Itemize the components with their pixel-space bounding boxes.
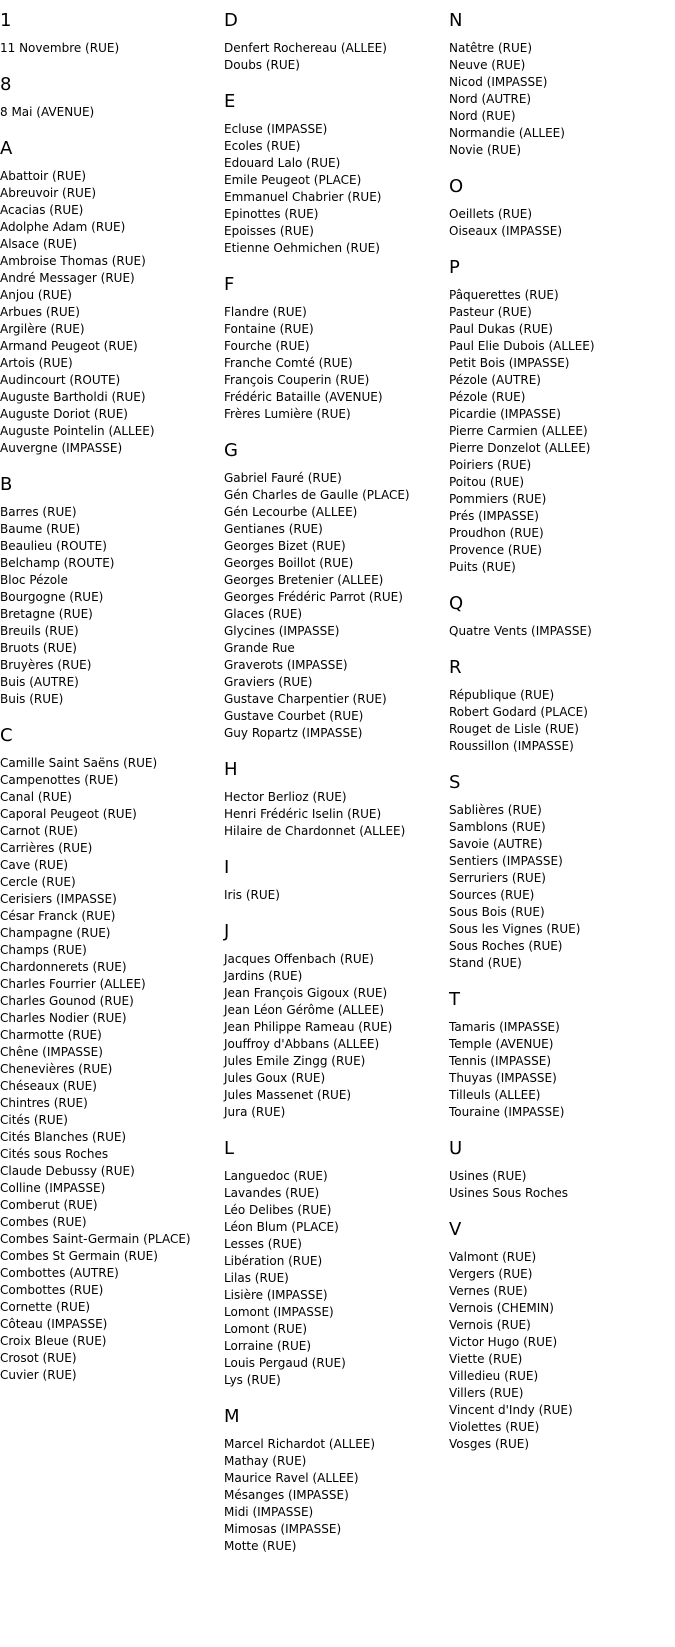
street-name: Chenevières (RUE) [0, 1062, 113, 1076]
street-name: Vernois (RUE) [449, 1318, 531, 1332]
letter-heading: N [449, 10, 463, 31]
street-name: Lesses (RUE) [224, 1237, 302, 1251]
street-name: Bourgogne (RUE) [0, 590, 104, 604]
street-name: Abreuvoir (RUE) [0, 186, 97, 200]
street-name: Etienne Oehmichen (RUE) [224, 241, 380, 255]
street-name: Jules Massenet (RUE) [224, 1088, 352, 1102]
street-name: Marcel Richardot (ALLEE) [224, 1437, 376, 1451]
street-name: Sources (RUE) [449, 888, 535, 902]
street-name: Charles Gounod (RUE) [0, 994, 134, 1008]
letter-group [449, 657, 669, 755]
street-list [0, 504, 220, 708]
letter-group [449, 593, 669, 640]
street-name: Buis (RUE) [0, 692, 64, 706]
street-name: Jean Léon Gérôme (ALLEE) [224, 1003, 385, 1017]
street-name: Bruyères (RUE) [0, 658, 92, 672]
street-name: Graverots (IMPASSE) [224, 658, 348, 672]
street-name: Frédéric Bataille (AVENUE) [224, 390, 383, 404]
index-column-3 [449, 10, 669, 1470]
street-name: Léon Blum (PLACE) [224, 1220, 339, 1234]
street-name: César Franck (RUE) [0, 909, 116, 923]
street-name: Georges Bretenier (ALLEE) [224, 573, 384, 587]
street-name: Pézole (RUE) [449, 390, 526, 404]
letter-heading: H [224, 759, 238, 780]
street-name: Flandre (RUE) [224, 305, 307, 319]
letter-group [224, 857, 444, 904]
street-name: Edouard Lalo (RUE) [224, 156, 341, 170]
street-name: Auguste Bartholdi (RUE) [0, 390, 146, 404]
street-name: Poiriers (RUE) [449, 458, 532, 472]
street-name: Croix Bleue (RUE) [0, 1334, 107, 1348]
street-name: Roussillon (IMPASSE) [449, 739, 574, 753]
street-name: Combes St Germain (RUE) [0, 1249, 158, 1263]
street-list [0, 104, 220, 121]
letter-group [224, 274, 444, 423]
street-name: Lavandes (RUE) [224, 1186, 320, 1200]
street-name: 8 Mai (AVENUE) [0, 105, 95, 119]
street-name: 11 Novembre (RUE) [0, 41, 120, 55]
street-name: Oiseaux (IMPASSE) [449, 224, 563, 238]
street-name: Jules Emile Zingg (RUE) [224, 1054, 366, 1068]
street-list [224, 789, 444, 840]
street-name: Serruriers (RUE) [449, 871, 546, 885]
index-column-2 [224, 10, 444, 1572]
street-name: Glycines (IMPASSE) [224, 624, 340, 638]
street-name: Vosges (RUE) [449, 1437, 530, 1451]
street-name: Fourche (RUE) [224, 339, 310, 353]
street-list [449, 206, 669, 240]
street-name: Canal (RUE) [0, 790, 72, 804]
street-list [449, 1249, 669, 1453]
street-list [224, 470, 444, 742]
street-name: Mathay (RUE) [224, 1454, 307, 1468]
street-list [0, 40, 220, 57]
street-name: Charles Fourrier (ALLEE) [0, 977, 146, 991]
street-name: Fontaine (RUE) [224, 322, 314, 336]
street-name: Prés (IMPASSE) [449, 509, 539, 523]
street-name: Louis Pergaud (RUE) [224, 1356, 346, 1370]
letter-group [224, 1138, 444, 1389]
street-name: Vernois (CHEMIN) [449, 1301, 554, 1315]
street-name: François Couperin (RUE) [224, 373, 370, 387]
street-name: Usines Sous Roches [449, 1186, 569, 1200]
letter-group [0, 10, 220, 57]
street-name: Jean Philippe Rameau (RUE) [224, 1020, 393, 1034]
street-list [224, 1436, 444, 1555]
street-name: Chintres (RUE) [0, 1096, 88, 1110]
letter-heading: E [224, 91, 236, 112]
street-name: Vergers (RUE) [449, 1267, 533, 1281]
street-name: Frères Lumière (RUE) [224, 407, 351, 421]
street-name: Gabriel Fauré (RUE) [224, 471, 342, 485]
letter-heading: L [224, 1138, 235, 1159]
street-name: Comberut (RUE) [0, 1198, 98, 1212]
street-name: Emmanuel Chabrier (RUE) [224, 190, 382, 204]
letter-group [224, 921, 444, 1121]
street-name: Languedoc (RUE) [224, 1169, 328, 1183]
street-name: Jean François Gigoux (RUE) [224, 986, 388, 1000]
street-name: Georges Frédéric Parrot (RUE) [224, 590, 403, 604]
street-name: Belchamp (ROUTE) [0, 556, 115, 570]
letter-group [0, 725, 220, 1384]
street-name: Baume (RUE) [0, 522, 81, 536]
street-name: Samblons (RUE) [449, 820, 546, 834]
street-name: Pasteur (RUE) [449, 305, 532, 319]
street-name: Georges Bizet (RUE) [224, 539, 346, 553]
street-name: Sous Bois (RUE) [449, 905, 545, 919]
street-name: Gén Charles de Gaulle (PLACE) [224, 488, 410, 502]
street-name: Paul Dukas (RUE) [449, 322, 553, 336]
street-name: Lilas (RUE) [224, 1271, 289, 1285]
street-name: Iris (RUE) [224, 888, 280, 902]
street-name: Buis (AUTRE) [0, 675, 79, 689]
street-name: Pierre Carmien (ALLEE) [449, 424, 588, 438]
street-name: Stand (RUE) [449, 956, 522, 970]
letter-heading: I [224, 857, 230, 878]
street-list [224, 887, 444, 904]
letter-group [449, 989, 669, 1121]
street-name: Pierre Donzelot (ALLEE) [449, 441, 591, 455]
street-name: Epinottes (RUE) [224, 207, 319, 221]
letter-group [0, 138, 220, 457]
street-name: Auguste Doriot (RUE) [0, 407, 128, 421]
street-name: Combes Saint-Germain (PLACE) [0, 1232, 191, 1246]
street-name: André Messager (RUE) [0, 271, 135, 285]
street-name: Midi (IMPASSE) [224, 1505, 314, 1519]
letter-group [0, 74, 220, 121]
street-name: Caporal Peugeot (RUE) [0, 807, 137, 821]
street-name: Carnot (RUE) [0, 824, 78, 838]
letter-heading: D [224, 10, 238, 31]
street-name: Doubs (RUE) [224, 58, 300, 72]
letter-group [449, 1219, 669, 1453]
street-name: Sablières (RUE) [449, 803, 542, 817]
street-name: Alsace (RUE) [0, 237, 78, 251]
street-name: Campenottes (RUE) [0, 773, 119, 787]
letter-heading: A [0, 138, 13, 159]
street-name: Cercle (RUE) [0, 875, 76, 889]
street-name: Combottes (RUE) [0, 1283, 104, 1297]
letter-group [224, 1406, 444, 1555]
street-name: Quatre Vents (IMPASSE) [449, 624, 592, 638]
street-name: Sous Roches (RUE) [449, 939, 563, 953]
street-name: Emile Peugeot (PLACE) [224, 173, 362, 187]
street-name: Beaulieu (ROUTE) [0, 539, 107, 553]
street-name: Mésanges (IMPASSE) [224, 1488, 349, 1502]
street-name: Audincourt (ROUTE) [0, 373, 121, 387]
street-name: Anjou (RUE) [0, 288, 72, 302]
street-name: Charmotte (RUE) [0, 1028, 102, 1042]
letter-group [224, 10, 444, 74]
street-name: Nicod (IMPASSE) [449, 75, 548, 89]
street-name: Vernes (RUE) [449, 1284, 528, 1298]
letter-heading: F [224, 274, 235, 295]
street-name: Sentiers (IMPASSE) [449, 854, 563, 868]
letter-heading: V [449, 1219, 462, 1240]
street-name: Violettes (RUE) [449, 1420, 540, 1434]
street-name: Champs (RUE) [0, 943, 87, 957]
street-name: Lisière (IMPASSE) [224, 1288, 328, 1302]
street-name: Hector Berlioz (RUE) [224, 790, 347, 804]
street-list [449, 687, 669, 755]
street-list [449, 802, 669, 972]
street-name: Pommiers (RUE) [449, 492, 547, 506]
street-name: Chéseaux (RUE) [0, 1079, 97, 1093]
letter-heading: 8 [0, 74, 12, 95]
letter-group [449, 1138, 669, 1202]
street-name: Cités Blanches (RUE) [0, 1130, 127, 1144]
street-name: Gustave Charpentier (RUE) [224, 692, 387, 706]
street-name: Pézole (AUTRE) [449, 373, 541, 387]
letter-heading: O [449, 176, 464, 197]
street-name: Claude Debussy (RUE) [0, 1164, 135, 1178]
letter-heading: S [449, 772, 461, 793]
street-name: Léo Delibes (RUE) [224, 1203, 332, 1217]
letter-group [224, 440, 444, 742]
index-column-1 [0, 10, 220, 1401]
street-name: Breuils (RUE) [0, 624, 79, 638]
street-name: Maurice Ravel (ALLEE) [224, 1471, 359, 1485]
letter-group [224, 91, 444, 257]
street-name: Auvergne (IMPASSE) [0, 441, 123, 455]
street-name: Lys (RUE) [224, 1373, 281, 1387]
street-name: Argilère (RUE) [0, 322, 85, 336]
street-name: Savoie (AUTRE) [449, 837, 543, 851]
street-name: Carrières (RUE) [0, 841, 93, 855]
street-name: Artois (RUE) [0, 356, 73, 370]
street-name: Lorraine (RUE) [224, 1339, 312, 1353]
street-name: Cuvier (RUE) [0, 1368, 77, 1382]
street-name: Hilaire de Chardonnet (ALLEE) [224, 824, 406, 838]
street-name: Pâquerettes (RUE) [449, 288, 559, 302]
street-name: Barres (RUE) [0, 505, 77, 519]
street-name: Graviers (RUE) [224, 675, 313, 689]
letter-heading: M [224, 1406, 240, 1427]
street-list [449, 1168, 669, 1202]
street-name: Ecluse (IMPASSE) [224, 122, 328, 136]
street-name: Bretagne (RUE) [0, 607, 93, 621]
letter-heading: B [0, 474, 13, 495]
street-list [0, 755, 220, 1384]
letter-group [449, 10, 669, 159]
street-name: Gentianes (RUE) [224, 522, 323, 536]
street-name: Villedieu (RUE) [449, 1369, 539, 1383]
street-name: Libération (RUE) [224, 1254, 323, 1268]
street-name: Natêtre (RUE) [449, 41, 533, 55]
street-name: Bruots (RUE) [0, 641, 77, 655]
street-name: Usines (RUE) [449, 1169, 527, 1183]
letter-group [449, 257, 669, 576]
letter-group [449, 176, 669, 240]
street-name: Neuve (RUE) [449, 58, 526, 72]
street-name: Lomont (IMPASSE) [224, 1305, 334, 1319]
letter-heading: 1 [0, 10, 12, 31]
street-name: Auguste Pointelin (ALLEE) [0, 424, 155, 438]
letter-group [224, 759, 444, 840]
street-name: Combottes (AUTRE) [0, 1266, 119, 1280]
street-name: Nord (RUE) [449, 109, 516, 123]
street-name: Champagne (RUE) [0, 926, 111, 940]
street-name: Novie (RUE) [449, 143, 522, 157]
street-name: Motte (RUE) [224, 1539, 297, 1553]
street-name: Normandie (ALLEE) [449, 126, 565, 140]
street-name: Abattoir (RUE) [0, 169, 87, 183]
street-name: Picardie (IMPASSE) [449, 407, 561, 421]
street-name: Puits (RUE) [449, 560, 516, 574]
street-name: Temple (AVENUE) [449, 1037, 554, 1051]
street-name: Thuyas (IMPASSE) [449, 1071, 557, 1085]
street-name: Tennis (IMPASSE) [449, 1054, 552, 1068]
street-name: Jura (RUE) [224, 1105, 286, 1119]
street-name: Côteau (IMPASSE) [0, 1317, 108, 1331]
street-name: Colline (IMPASSE) [0, 1181, 106, 1195]
street-name: Jouffroy d'Abbans (ALLEE) [224, 1037, 380, 1051]
letter-heading: R [449, 657, 462, 678]
letter-heading: P [449, 257, 460, 278]
street-list [224, 951, 444, 1121]
street-name: Provence (RUE) [449, 543, 542, 557]
letter-heading: U [449, 1138, 463, 1159]
street-name: Cités sous Roches [0, 1147, 109, 1161]
street-name: Vincent d'Indy (RUE) [449, 1403, 573, 1417]
street-list [449, 287, 669, 576]
street-name: Cave (RUE) [0, 858, 69, 872]
street-name: Jardins (RUE) [224, 969, 303, 983]
street-list [224, 40, 444, 74]
street-name: Cités (RUE) [0, 1113, 68, 1127]
street-name: Tilleuls (ALLEE) [449, 1088, 541, 1102]
street-list [449, 623, 669, 640]
letter-heading: G [224, 440, 238, 461]
street-name: Villers (RUE) [449, 1386, 524, 1400]
street-name: Adolphe Adam (RUE) [0, 220, 126, 234]
letter-group [449, 772, 669, 972]
street-name: Ambroise Thomas (RUE) [0, 254, 146, 268]
street-name: Henri Frédéric Iselin (RUE) [224, 807, 382, 821]
street-name: Bloc Pézole [0, 573, 68, 587]
street-name: Valmont (RUE) [449, 1250, 537, 1264]
street-name: Crosot (RUE) [0, 1351, 77, 1365]
street-name: Oeillets (RUE) [449, 207, 533, 221]
street-name: Nord (AUTRE) [449, 92, 532, 106]
street-name: Franche Comté (RUE) [224, 356, 353, 370]
street-name: Gustave Courbet (RUE) [224, 709, 364, 723]
street-name: Viette (RUE) [449, 1352, 523, 1366]
street-name: Jacques Offenbach (RUE) [224, 952, 374, 966]
street-name: Armand Peugeot (RUE) [0, 339, 138, 353]
street-name: Tamaris (IMPASSE) [449, 1020, 560, 1034]
street-name: Cerisiers (IMPASSE) [0, 892, 117, 906]
street-name: Ecoles (RUE) [224, 139, 301, 153]
letter-heading: J [224, 921, 230, 942]
street-list [449, 40, 669, 159]
street-name: Jules Goux (RUE) [224, 1071, 326, 1085]
street-name: Arbues (RUE) [0, 305, 80, 319]
street-name: Proudhon (RUE) [449, 526, 544, 540]
letter-group [0, 474, 220, 708]
street-name: Acacias (RUE) [0, 203, 84, 217]
street-name: Touraine (IMPASSE) [449, 1105, 565, 1119]
street-list [0, 168, 220, 457]
street-name: Paul Elie Dubois (ALLEE) [449, 339, 595, 353]
street-name: Rouget de Lisle (RUE) [449, 722, 579, 736]
street-name: Camille Saint Saëns (RUE) [0, 756, 158, 770]
street-name: Lomont (RUE) [224, 1322, 308, 1336]
street-name: Glaces (RUE) [224, 607, 303, 621]
street-name: Georges Boillot (RUE) [224, 556, 354, 570]
street-list [449, 1019, 669, 1121]
street-name: Mimosas (IMPASSE) [224, 1522, 342, 1536]
street-name: République (RUE) [449, 688, 555, 702]
street-name: Denfert Rochereau (ALLEE) [224, 41, 387, 55]
street-name: Petit Bois (IMPASSE) [449, 356, 570, 370]
street-name: Charles Nodier (RUE) [0, 1011, 127, 1025]
letter-heading: Q [449, 593, 464, 614]
street-list [224, 121, 444, 257]
street-list [224, 1168, 444, 1389]
street-name: Combes (RUE) [0, 1215, 87, 1229]
letter-heading: C [0, 725, 13, 746]
street-name: Sous les Vignes (RUE) [449, 922, 581, 936]
street-list [224, 304, 444, 423]
street-name: Victor Hugo (RUE) [449, 1335, 558, 1349]
street-name: Epoisses (RUE) [224, 224, 314, 238]
street-name: Chêne (IMPASSE) [0, 1045, 103, 1059]
street-name: Cornette (RUE) [0, 1300, 91, 1314]
street-name: Grande Rue [224, 641, 295, 655]
street-name: Robert Godard (PLACE) [449, 705, 588, 719]
street-name: Gén Lecourbe (ALLEE) [224, 505, 358, 519]
letter-heading: T [449, 989, 460, 1010]
street-name: Chardonnerets (RUE) [0, 960, 127, 974]
street-name: Guy Ropartz (IMPASSE) [224, 726, 363, 740]
street-name: Poitou (RUE) [449, 475, 525, 489]
